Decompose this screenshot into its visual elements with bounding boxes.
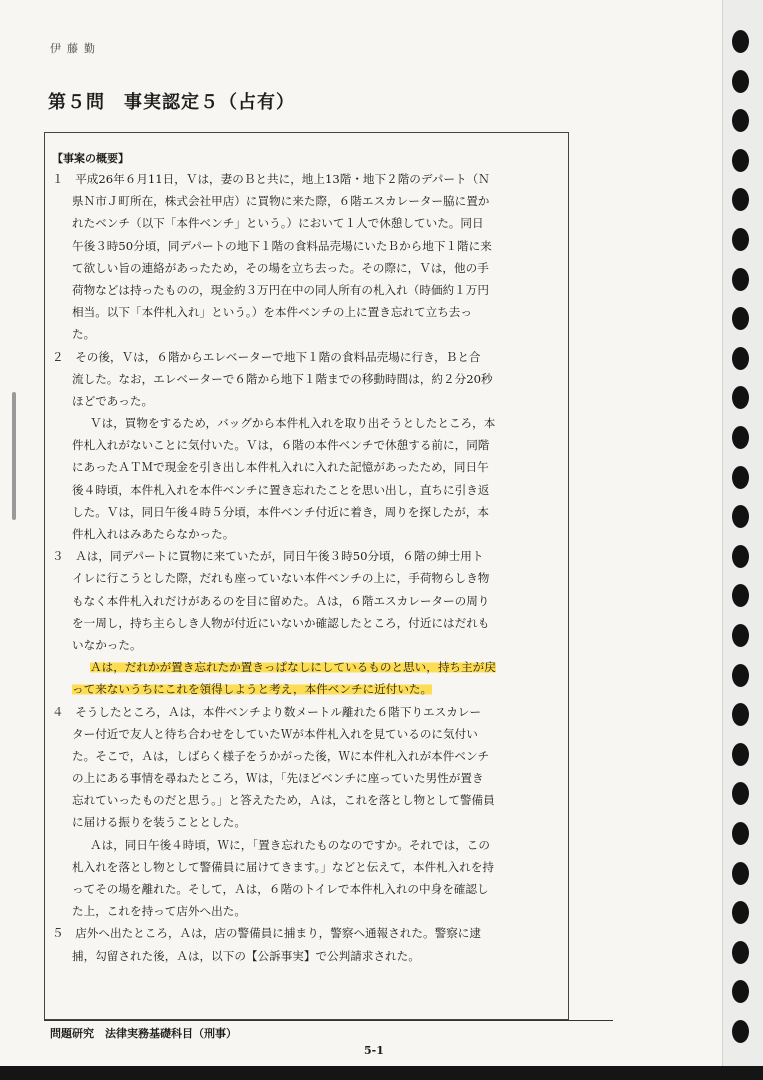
binder-hole (732, 268, 749, 291)
binder-hole (732, 862, 749, 885)
text-line (52, 567, 562, 589)
bottom-edge (0, 1066, 763, 1080)
footer-book-title: 問題研究 法律実務基礎科目（刑事） (50, 1027, 237, 1040)
text-line (52, 701, 562, 723)
page-edge-mark (12, 392, 16, 520)
text-line (52, 301, 562, 323)
text-line (52, 545, 562, 567)
text-line (52, 190, 562, 212)
text-line (52, 257, 562, 279)
binder-hole (732, 347, 749, 370)
binder-hole (732, 386, 749, 409)
binder-hole (732, 149, 749, 172)
text-line (52, 368, 562, 390)
text-line-content: イレに行こうとした際，だれも座っていない本件ベンチの上に，手荷物らしき物 (72, 571, 490, 586)
text-line-content: 件札入れはみあたらなかった。 (72, 527, 235, 541)
text-line-content: 相当。以下「本件札入れ」という。）を本件ベンチの上に置き忘れて立ち去っ (72, 305, 472, 320)
binder-hole (732, 584, 749, 607)
text-line-content: を一周し，持ち主らしき人物が付近にいないか確認したところ，付近にはだれも (72, 615, 490, 630)
text-line (52, 856, 562, 878)
binder-hole (732, 188, 749, 211)
text-line-content: ３ Ａは，同デパートに買物に来ていたが，同日午後３時50分頃，６階の紳士用ト (52, 549, 484, 564)
text-line (52, 323, 562, 345)
text-line-content: 件札入れがないことに気付いた。Ｖは，６階の本件ベンチで休憩する前に，同階 (72, 438, 490, 453)
binder-hole (732, 941, 749, 964)
text-line-content: て欲しい旨の連絡があったため，その場を立ち去った。その際に，Ｖは，他の手 (72, 260, 489, 275)
binder-hole (732, 70, 749, 93)
text-line (52, 945, 562, 967)
text-line (52, 390, 562, 412)
text-line-content: 流した。なお，エレベーターで６階から地下１階までの移動時間は，約２分20秒 (72, 371, 493, 386)
text-line-content: 後４時頃，本件札入れを本件ベンチに置き忘れたことを思い出し，直ちに引き返 (72, 482, 490, 497)
text-line-content: た。そこで，Ａは，しばらく様子をうかがった後，Ｗに本件札入れが本件ベンチ (72, 748, 490, 763)
text-line-content: 荷物などは持ったものの，現金約３万円在中の同人所有の札入れ（時価約１万円 (72, 282, 489, 297)
text-line-content: もなく本件札入れだけがあるのを目に留めた。Ａは，６階エスカレーターの周り (72, 593, 490, 608)
text-line (52, 523, 562, 545)
text-line (52, 501, 562, 523)
text-line (52, 434, 562, 456)
text-line-content: Ａは，同日午後４時頃，Ｗに，「置き忘れたものなのですか。それでは，この (90, 837, 490, 852)
text-line (52, 612, 562, 634)
text-line-content: いなかった。 (72, 637, 142, 652)
summary-heading: 【事案の概要】 (52, 152, 129, 165)
text-line-content: した。Ｖは，同日午後４時５分頃，本件ベンチ付近に着き，周りを探したが，本 (72, 504, 489, 519)
highlighted-text-line (52, 678, 562, 700)
text-line-content: 午後３時50分頃，同デパートの地下１階の食料品売場にいたＢから地下１階に来 (72, 238, 492, 253)
binder-hole (732, 1020, 749, 1043)
binder-hole (732, 545, 749, 568)
text-line-content: ほどであった。 (72, 393, 154, 408)
text-line (52, 767, 562, 789)
text-line (52, 590, 562, 612)
footer-divider (44, 1020, 613, 1021)
binder-hole (732, 782, 749, 805)
binder-hole (732, 664, 749, 687)
text-line-content: ５ 店外へ出たところ，Ａは，店の警備員に捕まり，警察へ通報された。警察に逮 (52, 926, 481, 941)
text-line-content: Ｖは，買物をするため，バッグから本件札入れを取り出そうとしたところ，本 (90, 416, 496, 431)
text-line (52, 723, 562, 745)
text-line-content: 札入れを落とし物として警備員に届けてきます。」などと伝えて，本件札入れを持 (72, 859, 495, 874)
text-line (52, 922, 562, 944)
binder-hole (732, 505, 749, 528)
text-line (52, 745, 562, 767)
text-line (52, 456, 562, 478)
text-line (52, 235, 562, 257)
text-line-content: れたベンチ（以下「本件ベンチ」という。）において１人で休憩していた。同日 (72, 216, 484, 231)
highlighted-text-line (52, 656, 562, 678)
binder-hole (732, 426, 749, 449)
page-number: 5-1 (364, 1044, 384, 1057)
text-line (52, 900, 562, 922)
text-line-content: ター付近で友人と待ち合わせをしていたＷが本件札入れを見ているのに気付い (72, 726, 478, 741)
text-line (52, 346, 562, 368)
text-line-content: 捕，勾留された後，Ａは，以下の【公訴事実】で公判請求された。 (72, 948, 420, 963)
text-line (52, 279, 562, 301)
binder-hole (732, 624, 749, 647)
text-line-content: 忘れていったものだと思う。」と答えたため，Ａは，これを落とし物として警備員 (72, 793, 495, 808)
text-line-content: Ａは，だれかが置き忘れたか置きっぱなしにしているものと思い，持ち主が戻 (90, 660, 496, 675)
text-line-content: ってその場を離れた。そして，Ａは，６階のトイレで本件札入れの中身を確認し (72, 882, 489, 896)
text-line-content: 県Ｎ市Ｊ町所在，株式会社甲店）に買物に来た際，６階エスカレーター脇に置か (72, 194, 490, 209)
text-line (52, 212, 562, 234)
binder-hole (732, 228, 749, 251)
text-line-content: にあったＡＴＭで現金を引き出し本件札入れに入れた記憶があったため，同日午 (72, 460, 489, 475)
page-title: 第５問 事実認定５（占有） (48, 92, 295, 113)
binder-hole (732, 466, 749, 489)
case-summary-text (52, 168, 562, 967)
binder-holes (726, 30, 756, 1060)
text-line-content: ４ そうしたところ，Ａは，本件ベンチより数メートル離れた６階下りエスカレー (52, 704, 481, 719)
author-name: 伊藤勤 (50, 42, 101, 55)
text-line (52, 834, 562, 856)
text-line (52, 878, 562, 900)
text-line-content: た。 (72, 327, 96, 342)
binder-hole (732, 30, 749, 53)
binder-hole (732, 980, 749, 1003)
binder-hole (732, 109, 749, 132)
text-line-content: １ 平成26年６月11日，Ｖは，妻のＢと共に，地上13階・地下２階のデパート（Ｎ (52, 172, 490, 186)
text-line (52, 479, 562, 501)
text-line-content: た上，これを持って店外へ出た。 (72, 904, 246, 919)
binder-hole (732, 743, 749, 766)
binder-hole (732, 901, 749, 924)
binder-hole (732, 307, 749, 330)
text-line-content: の上にある事情を尋ねたところ，Ｗは，「先ほどベンチに座っていた男性が置き (72, 771, 484, 786)
text-line-content: って来ないうちにこれを領得しようと考え，本件ベンチに近付いた。 (72, 682, 433, 697)
text-line (52, 168, 562, 190)
text-line (52, 634, 562, 656)
text-line (52, 412, 562, 434)
text-line (52, 811, 562, 833)
binder-hole (732, 703, 749, 726)
binder-hole (732, 822, 749, 845)
text-line-content: ２ その後，Ｖは，６階からエレベーターで地下１階の食料品売場に行き，Ｂと合 (52, 349, 481, 364)
text-line-content: に届ける振りを装うこととした。 (72, 815, 246, 830)
text-line (52, 789, 562, 811)
